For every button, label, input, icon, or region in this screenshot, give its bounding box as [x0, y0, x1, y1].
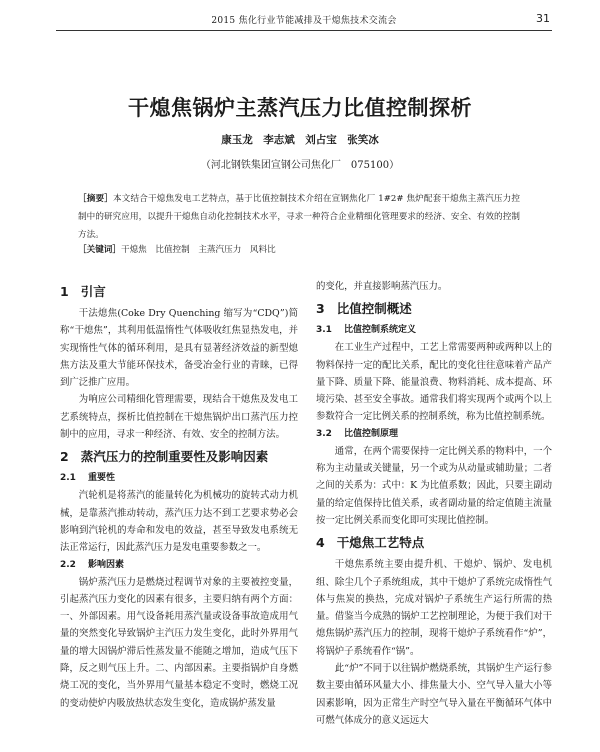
- paragraph: 在工业生产过程中，工艺上常需要两种或两种以上的物料保持一定的配比关系，配比的变化往往意味着产品产量下降、质量下降、能量浪费、物料消耗、成本提高、环境污染、甚至安全事故。通常我们将实现两个或两个以上参数符合一定比例关系的控制系统，称为比值控制系统。: [316, 342, 552, 423]
- keywords-text: 干熄焦 比值控制 主蒸汽压力 风料比: [120, 245, 276, 255]
- subsection-title: 比值控制系统定义: [343, 325, 416, 336]
- paragraph: 干法熄焦(Coke Dry Quenching 缩写为“CDQ”)简称“干熄焦”，其利用低温惰性气体吸收红焦显热发电，并实现惰性气体的循环利用，是具有显著经济效益的新型熄焦方法及重大节能环保技术，备受冶金行业的青睐，已得到广泛推广应用。: [60, 308, 298, 389]
- section-number: 4: [316, 535, 325, 551]
- paragraph: 锅炉蒸汽压力是燃烧过程调节对象的主要被控变量，引起蒸汽压力变化的因素有很多，主要归纳有两个方面：一、外部因素。用气设备耗用蒸汽量或设备事故造成用气量的突然变化导致锅炉主汽压力发生变化，此时外界用气量的增大因锅炉滞后性蒸发量不能随之增加，造成气压下降，反之则气压上升。二、内部因素。主要指锅炉自身燃烧工况的变化，当外界用气量基本稳定不变时，燃烧工况的变动使炉内吸放热状态发生变化，造成锅炉蒸发量: [60, 576, 298, 709]
- section-title: 引言: [80, 284, 106, 299]
- subsection-heading: [60, 557, 298, 574]
- running-header: [56, 12, 552, 31]
- affiliation: （河北钢铁集团宣钢公司焦化厂 075100）: [200, 160, 400, 171]
- abstract-text: 本文结合干熄焦发电工艺特点，基于比值控制技术介绍在宣钢焦化厂 1#2# 焦炉配套干熄焦主蒸汽压力控制中的研究应用，以提升干熄焦自动化控制技术水平，寻求一种符合企业精细化管理要求的经济、安全、有效的控制方法。: [78, 194, 520, 240]
- abstract-block: [78, 190, 520, 244]
- subsection-heading: [316, 322, 552, 339]
- subsection-title: 重要性: [87, 473, 115, 484]
- subsection-title: 比值控制原理: [343, 428, 398, 439]
- subsection-number: 3.2: [316, 428, 332, 439]
- journal-title: 2015 焦化行业节能减排及干熄焦技术交流会: [211, 16, 397, 26]
- paragraph: 为响应公司精细化管理需要，现结合干熄焦及发电工艺系统特点，探析比值控制在干熄焦锅炉出口蒸汽压力控制中的应用，寻求一种经济、有效、安全的控制方法。: [60, 394, 298, 441]
- section-number: 1: [60, 284, 69, 299]
- section-heading: [60, 448, 298, 466]
- paragraph: 汽轮机是将蒸汽的能量转化为机械功的旋转式动力机械，是靠蒸汽推动转动，蒸汽压力达不到工艺要求势必会影响到汽轮机的寿命和发电的效益，甚至导致发电系统无法正常运行，因此蒸汽压力是发电重要参数之一。: [60, 490, 298, 554]
- paragraph-continuation: 的变化，并直接影响蒸汽压力。: [316, 281, 448, 292]
- section-number: 3: [316, 301, 325, 317]
- section-title: 干熄焦工艺特点: [336, 535, 425, 551]
- section-heading: [60, 283, 298, 301]
- subsection-heading: [316, 426, 552, 443]
- section-heading: [316, 300, 552, 318]
- abstract-label: ［摘要］: [78, 194, 113, 204]
- author-list: 康玉龙 李志斌 刘占宝 张笑冰: [221, 134, 379, 146]
- page-number: 31: [536, 12, 550, 25]
- subsection-title: 影响因素: [87, 559, 124, 570]
- section-number: 2: [60, 449, 69, 465]
- subsection-number: 3.1: [316, 325, 332, 336]
- subsection-number: 2.2: [60, 559, 76, 570]
- paragraph: 此“炉”不同于以往锅炉燃烧系统，其锅炉生产运行参数主要由循环风量大小、排焦量大小、空气导入量大小等因素影响，因为正常生产时空气导入量在平衡循环气体中可燃气体成分的意义远远大: [316, 663, 552, 726]
- section-title: 比值控制概述: [336, 301, 412, 317]
- paragraph: 干熄焦系统主要由提升机、干熄炉、锅炉、发电机组、除尘几个子系统组成，其中干熄炉了系统完成惰性气体与焦炭的换热，完成对锅炉子系统生产运行所需的热量。借鉴当今成熟的锅炉工艺控制理论，为便于我们对干熄焦锅炉蒸汽压力的控制，现将干熄炉子系统看作“炉”，将锅炉子系统看作“锅”。: [316, 559, 552, 657]
- article-title: 干熄焦锅炉主蒸汽压力比值控制探析: [128, 96, 472, 120]
- keywords-label: ［关键词］: [78, 245, 121, 255]
- keywords-block: [78, 242, 520, 258]
- section-title: 蒸汽压力的控制重要性及影响因素: [80, 449, 269, 465]
- paragraph: 通常，在两个需要保持一定比例关系的物料中，一个称为主动量或关键量，另一个或为从动量或辅助量；二者之间的关系为：式中：K 为比值系数；因此，只要主副动量的给定值保持比值关系，或者副动量的给定值随主流量按一定比例关系而变化即可实现比值控制。: [316, 445, 552, 526]
- left-column: [60, 278, 298, 712]
- subsection-number: 2.1: [60, 473, 76, 484]
- subsection-heading: [60, 470, 298, 487]
- right-column: [316, 278, 552, 729]
- section-heading: [316, 534, 552, 552]
